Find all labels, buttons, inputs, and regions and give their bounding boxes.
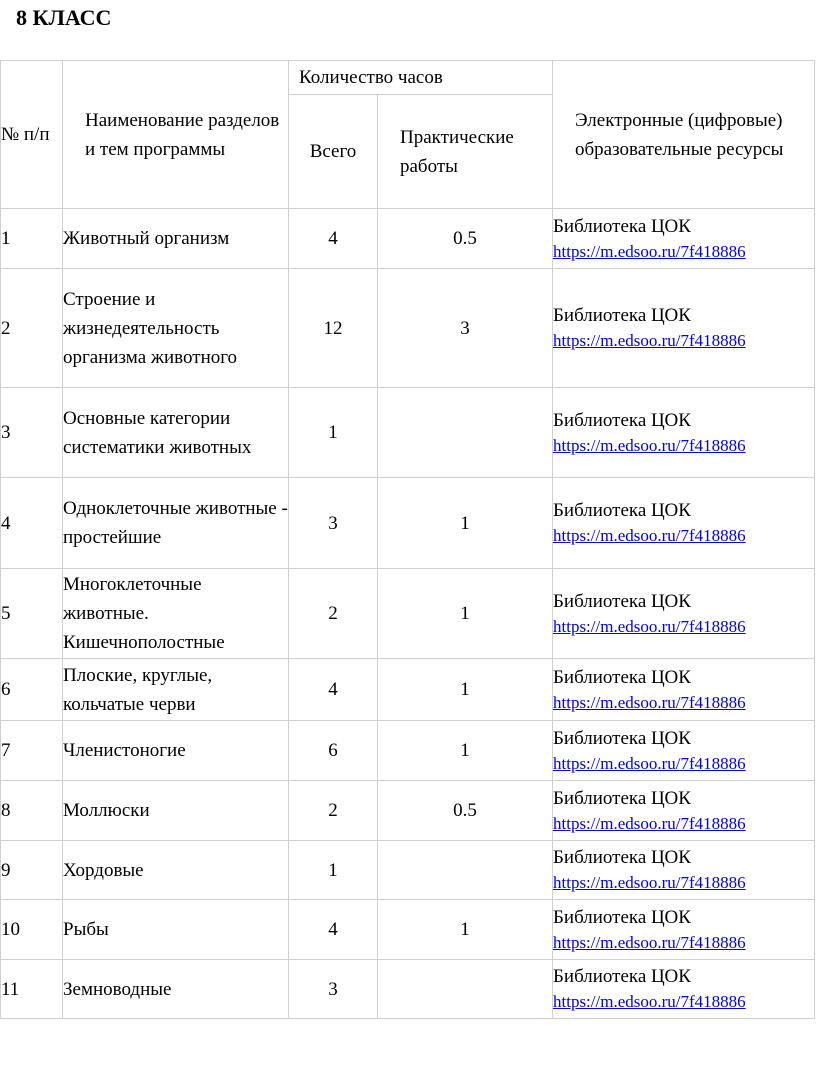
table-row bbox=[1, 569, 815, 659]
row-resources bbox=[553, 721, 815, 781]
resource-link[interactable]: https://m.edsoo.ru/7f418886 bbox=[553, 873, 746, 892]
row-resources bbox=[553, 478, 815, 569]
row-practical-hours bbox=[378, 388, 553, 478]
row-practical-hours: 1 bbox=[378, 659, 553, 721]
row-resources bbox=[553, 269, 815, 388]
library-label: Библиотека ЦОК bbox=[553, 666, 691, 688]
row-total-hours: 6 bbox=[289, 721, 378, 781]
row-section-name: Плоские, круглые, кольчатые черви bbox=[63, 659, 289, 721]
header-section-name: Наименование разделов и тем программы bbox=[63, 61, 289, 209]
row-total-hours: 2 bbox=[289, 569, 378, 659]
row-section-name: Моллюски bbox=[63, 781, 289, 841]
curriculum-table bbox=[0, 60, 815, 1019]
resource-link[interactable]: https://m.edsoo.ru/7f418886 bbox=[553, 992, 746, 1011]
resource-link[interactable]: https://m.edsoo.ru/7f418886 bbox=[553, 435, 746, 455]
row-number: 5 bbox=[1, 569, 63, 659]
table-row bbox=[1, 781, 815, 841]
table-row bbox=[1, 721, 815, 781]
row-practical-hours bbox=[378, 841, 553, 900]
row-number: 2 bbox=[1, 269, 63, 388]
row-total-hours: 4 bbox=[289, 209, 378, 269]
row-number: 8 bbox=[1, 781, 63, 841]
row-total-hours: 1 bbox=[289, 388, 378, 478]
row-number: 11 bbox=[1, 960, 63, 1019]
row-section-name: Животный организм bbox=[63, 209, 289, 269]
resource-link[interactable]: https://m.edsoo.ru/7f418886 bbox=[553, 331, 746, 350]
row-section-name: Земноводные bbox=[63, 960, 289, 1019]
table-row bbox=[1, 209, 815, 269]
header-number: № п/п bbox=[1, 61, 63, 209]
page-title: 8 КЛАСС bbox=[16, 5, 112, 30]
table-row bbox=[1, 900, 815, 960]
row-total-hours: 12 bbox=[289, 269, 378, 388]
library-label: Библиотека ЦОК bbox=[553, 847, 691, 868]
resource-link[interactable]: https://m.edsoo.ru/7f418886 bbox=[553, 813, 746, 833]
row-resources bbox=[553, 209, 815, 269]
library-label: Библиотека ЦОК bbox=[553, 906, 691, 928]
library-label: Библиотека ЦОК bbox=[553, 787, 691, 809]
header-hours: Количество часов bbox=[289, 61, 553, 95]
row-total-hours: 4 bbox=[289, 900, 378, 960]
row-practical-hours: 1 bbox=[378, 900, 553, 960]
row-number: 7 bbox=[1, 721, 63, 781]
resource-link[interactable]: https://m.edsoo.ru/7f418886 bbox=[553, 241, 746, 261]
row-number: 6 bbox=[1, 659, 63, 721]
row-section-name: Хордовые bbox=[63, 841, 289, 900]
resource-link[interactable]: https://m.edsoo.ru/7f418886 bbox=[553, 753, 746, 773]
row-total-hours: 1 bbox=[289, 841, 378, 900]
row-practical-hours: 0.5 bbox=[378, 781, 553, 841]
row-section-name: Рыбы bbox=[63, 900, 289, 960]
row-number: 10 bbox=[1, 900, 63, 960]
row-resources bbox=[553, 781, 815, 841]
resource-link[interactable]: https://m.edsoo.ru/7f418886 bbox=[553, 692, 746, 712]
header-resources: Электронные (цифровые) образовательные ресурсы bbox=[553, 61, 815, 209]
row-practical-hours: 0.5 bbox=[378, 209, 553, 269]
row-number: 3 bbox=[1, 388, 63, 478]
library-label: Библиотека ЦОК bbox=[553, 500, 691, 521]
row-resources bbox=[553, 659, 815, 721]
library-label: Библиотека ЦОК bbox=[553, 727, 691, 749]
row-practical-hours: 1 bbox=[378, 721, 553, 781]
library-label: Библиотека ЦОК bbox=[553, 966, 691, 987]
library-label: Библиотека ЦОК bbox=[553, 215, 691, 237]
row-number: 9 bbox=[1, 841, 63, 900]
row-number: 4 bbox=[1, 478, 63, 569]
row-total-hours: 2 bbox=[289, 781, 378, 841]
row-total-hours: 4 bbox=[289, 659, 378, 721]
row-practical-hours: 1 bbox=[378, 569, 553, 659]
row-total-hours: 3 bbox=[289, 478, 378, 569]
row-resources bbox=[553, 900, 815, 960]
row-section-name: Основные категории систематики животных bbox=[63, 388, 289, 478]
row-practical-hours: 1 bbox=[378, 478, 553, 569]
row-section-name: Членистоногие bbox=[63, 721, 289, 781]
table-row bbox=[1, 478, 815, 569]
row-practical-hours: 3 bbox=[378, 269, 553, 388]
resource-link[interactable]: https://m.edsoo.ru/7f418886 bbox=[553, 932, 746, 952]
row-total-hours: 3 bbox=[289, 960, 378, 1019]
header-practical: Практические работы bbox=[378, 95, 553, 209]
library-label: Библиотека ЦОК bbox=[553, 305, 691, 326]
header-total: Всего bbox=[289, 95, 378, 209]
library-label: Библиотека ЦОК bbox=[553, 590, 691, 612]
row-resources bbox=[553, 841, 815, 900]
row-resources bbox=[553, 960, 815, 1019]
row-section-name: Многоклеточные животные. Кишечнополостные bbox=[63, 569, 289, 659]
row-section-name: Строение и жизнедеятельность организма животного bbox=[63, 269, 289, 388]
row-practical-hours bbox=[378, 960, 553, 1019]
row-resources bbox=[553, 569, 815, 659]
table-row bbox=[1, 269, 815, 388]
table-row bbox=[1, 841, 815, 900]
row-resources bbox=[553, 388, 815, 478]
row-number: 1 bbox=[1, 209, 63, 269]
library-label: Библиотека ЦОК bbox=[553, 409, 691, 431]
table-row bbox=[1, 388, 815, 478]
resource-link[interactable]: https://m.edsoo.ru/7f418886 bbox=[553, 526, 746, 545]
table-row bbox=[1, 659, 815, 721]
table-row bbox=[1, 960, 815, 1019]
resource-link[interactable]: https://m.edsoo.ru/7f418886 bbox=[553, 616, 746, 636]
row-section-name: Одноклеточные животные - простейшие bbox=[63, 478, 289, 569]
